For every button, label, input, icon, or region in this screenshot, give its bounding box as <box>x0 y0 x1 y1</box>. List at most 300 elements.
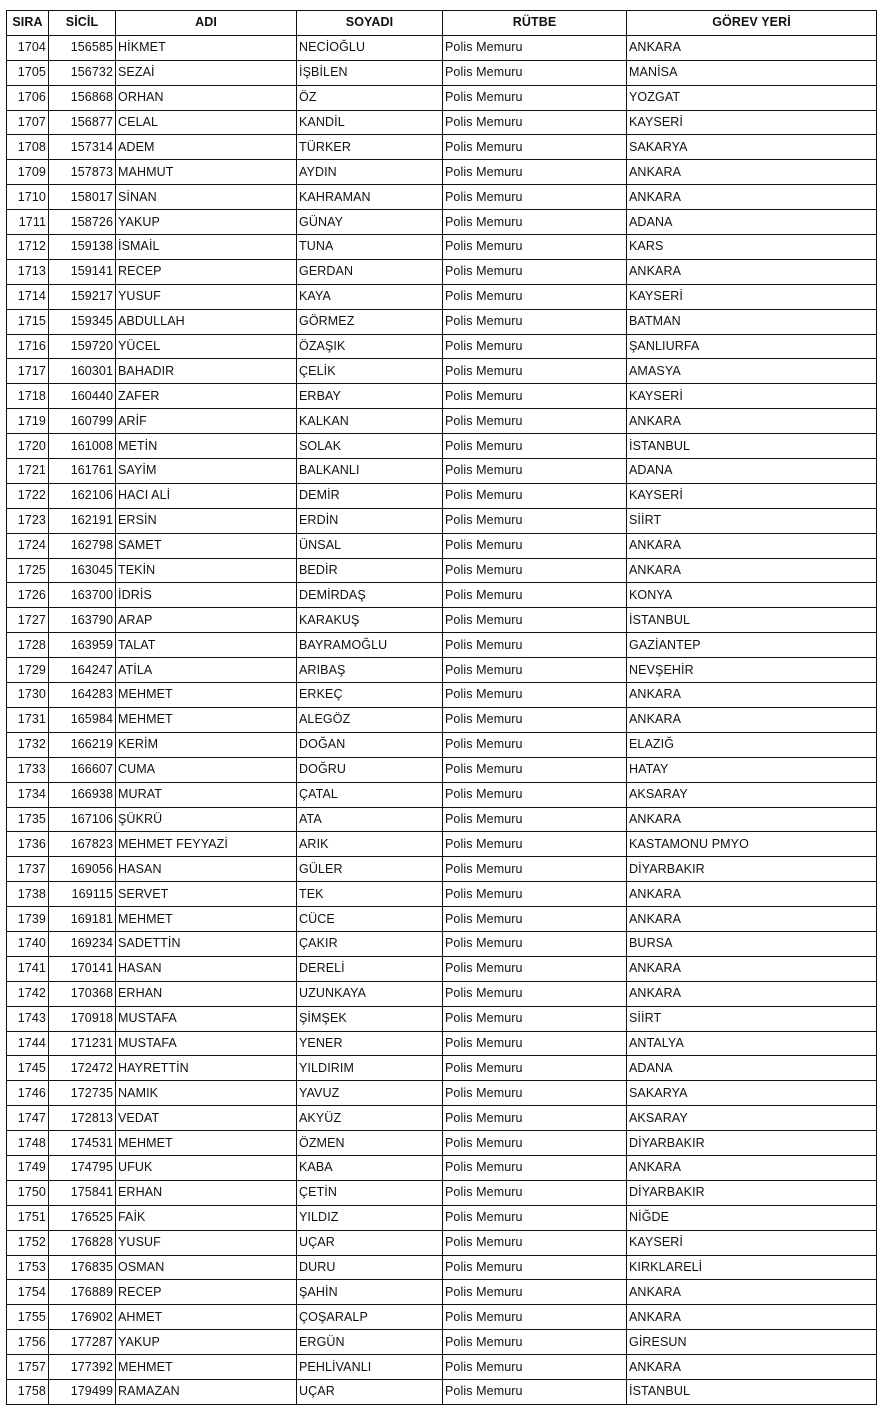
cell-soyadi: YAVUZ <box>297 1081 443 1106</box>
cell-sicil: 164247 <box>49 658 116 683</box>
cell-sicil: 159141 <box>49 259 116 284</box>
cell-soyadi: GÜNAY <box>297 210 443 235</box>
cell-soyadi: BALKANLI <box>297 459 443 484</box>
cell-adi: TEKİN <box>116 558 297 583</box>
cell-soyadi: DEMİR <box>297 483 443 508</box>
table-row <box>7 583 877 608</box>
cell-sicil: 171231 <box>49 1031 116 1056</box>
cell-sira: 1706 <box>7 85 49 110</box>
table-row <box>7 185 877 210</box>
cell-gorev-yeri: YOZGAT <box>627 85 877 110</box>
cell-sira: 1734 <box>7 782 49 807</box>
cell-adi: MURAT <box>116 782 297 807</box>
cell-soyadi: ÇAKIR <box>297 931 443 956</box>
cell-soyadi: ARIBAŞ <box>297 658 443 683</box>
cell-sicil: 164283 <box>49 683 116 708</box>
cell-soyadi: ŞAHİN <box>297 1280 443 1305</box>
cell-adi: AHMET <box>116 1305 297 1330</box>
cell-adi: İSMAİL <box>116 235 297 260</box>
cell-rutbe: Polis Memuru <box>443 60 627 85</box>
cell-sira: 1758 <box>7 1379 49 1404</box>
cell-gorev-yeri: ŞANLIURFA <box>627 334 877 359</box>
cell-sira: 1747 <box>7 1106 49 1131</box>
cell-soyadi: ARIK <box>297 832 443 857</box>
cell-sicil: 172735 <box>49 1081 116 1106</box>
cell-sira: 1726 <box>7 583 49 608</box>
cell-rutbe: Polis Memuru <box>443 235 627 260</box>
table-row <box>7 658 877 683</box>
cell-adi: RAMAZAN <box>116 1379 297 1404</box>
cell-gorev-yeri: MANİSA <box>627 60 877 85</box>
table-row <box>7 384 877 409</box>
cell-sicil: 158017 <box>49 185 116 210</box>
cell-gorev-yeri: ANKARA <box>627 35 877 60</box>
personnel-table <box>6 10 877 1405</box>
cell-adi: RECEP <box>116 1280 297 1305</box>
cell-soyadi: DEMİRDAŞ <box>297 583 443 608</box>
cell-rutbe: Polis Memuru <box>443 1131 627 1156</box>
cell-gorev-yeri: ANKARA <box>627 1305 877 1330</box>
column-header-gorev-yeri: GÖREV YERİ <box>627 11 877 36</box>
cell-soyadi: DOĞRU <box>297 757 443 782</box>
cell-gorev-yeri: ADANA <box>627 459 877 484</box>
cell-soyadi: DERELİ <box>297 956 443 981</box>
table-row <box>7 807 877 832</box>
cell-sira: 1714 <box>7 284 49 309</box>
table-row <box>7 1180 877 1205</box>
cell-soyadi: ERKEÇ <box>297 683 443 708</box>
cell-rutbe: Polis Memuru <box>443 1255 627 1280</box>
cell-adi: SERVET <box>116 882 297 907</box>
cell-rutbe: Polis Memuru <box>443 409 627 434</box>
cell-rutbe: Polis Memuru <box>443 1205 627 1230</box>
table-body <box>7 35 877 1404</box>
table-row <box>7 235 877 260</box>
cell-gorev-yeri: ADANA <box>627 1056 877 1081</box>
cell-sira: 1735 <box>7 807 49 832</box>
cell-adi: RECEP <box>116 259 297 284</box>
cell-sira: 1720 <box>7 434 49 459</box>
cell-gorev-yeri: SAKARYA <box>627 1081 877 1106</box>
cell-rutbe: Polis Memuru <box>443 85 627 110</box>
cell-gorev-yeri: HATAY <box>627 757 877 782</box>
cell-soyadi: SOLAK <box>297 434 443 459</box>
cell-sira: 1749 <box>7 1155 49 1180</box>
cell-gorev-yeri: ANKARA <box>627 956 877 981</box>
cell-sicil: 159720 <box>49 334 116 359</box>
table-row <box>7 1006 877 1031</box>
cell-sicil: 172472 <box>49 1056 116 1081</box>
cell-sicil: 170918 <box>49 1006 116 1031</box>
cell-sicil: 156732 <box>49 60 116 85</box>
cell-adi: MEHMET <box>116 1131 297 1156</box>
cell-gorev-yeri: BURSA <box>627 931 877 956</box>
cell-adi: SEZAİ <box>116 60 297 85</box>
cell-adi: UFUK <box>116 1155 297 1180</box>
cell-soyadi: TEK <box>297 882 443 907</box>
table-row <box>7 359 877 384</box>
cell-rutbe: Polis Memuru <box>443 1305 627 1330</box>
cell-sira: 1745 <box>7 1056 49 1081</box>
cell-sira: 1713 <box>7 259 49 284</box>
cell-sira: 1731 <box>7 707 49 732</box>
cell-adi: OSMAN <box>116 1255 297 1280</box>
table-row <box>7 558 877 583</box>
cell-rutbe: Polis Memuru <box>443 110 627 135</box>
table-row <box>7 907 877 932</box>
cell-rutbe: Polis Memuru <box>443 185 627 210</box>
cell-sira: 1754 <box>7 1280 49 1305</box>
cell-sicil: 163700 <box>49 583 116 608</box>
cell-adi: HACI ALİ <box>116 483 297 508</box>
cell-rutbe: Polis Memuru <box>443 583 627 608</box>
cell-soyadi: ÜNSAL <box>297 533 443 558</box>
cell-adi: METİN <box>116 434 297 459</box>
cell-sicil: 169234 <box>49 931 116 956</box>
cell-rutbe: Polis Memuru <box>443 1056 627 1081</box>
cell-rutbe: Polis Memuru <box>443 1280 627 1305</box>
cell-gorev-yeri: AKSARAY <box>627 782 877 807</box>
table-row <box>7 1230 877 1255</box>
cell-gorev-yeri: NİĞDE <box>627 1205 877 1230</box>
cell-sicil: 176889 <box>49 1280 116 1305</box>
cell-rutbe: Polis Memuru <box>443 1180 627 1205</box>
cell-rutbe: Polis Memuru <box>443 1081 627 1106</box>
cell-rutbe: Polis Memuru <box>443 1006 627 1031</box>
cell-sicil: 176828 <box>49 1230 116 1255</box>
table-row <box>7 533 877 558</box>
cell-rutbe: Polis Memuru <box>443 309 627 334</box>
cell-adi: MAHMUT <box>116 160 297 185</box>
cell-gorev-yeri: ANTALYA <box>627 1031 877 1056</box>
cell-sicil: 162798 <box>49 533 116 558</box>
table-row <box>7 857 877 882</box>
cell-rutbe: Polis Memuru <box>443 558 627 583</box>
table-row <box>7 1081 877 1106</box>
cell-gorev-yeri: KARS <box>627 235 877 260</box>
cell-soyadi: YILDIZ <box>297 1205 443 1230</box>
cell-soyadi: GÖRMEZ <box>297 309 443 334</box>
cell-adi: ŞÜKRÜ <box>116 807 297 832</box>
cell-gorev-yeri: ANKARA <box>627 882 877 907</box>
cell-sira: 1711 <box>7 210 49 235</box>
table-row <box>7 334 877 359</box>
cell-adi: ZAFER <box>116 384 297 409</box>
cell-sira: 1751 <box>7 1205 49 1230</box>
cell-sicil: 176835 <box>49 1255 116 1280</box>
cell-gorev-yeri: İSTANBUL <box>627 434 877 459</box>
cell-sira: 1727 <box>7 608 49 633</box>
cell-adi: ARİF <box>116 409 297 434</box>
cell-sira: 1724 <box>7 533 49 558</box>
cell-gorev-yeri: AMASYA <box>627 359 877 384</box>
cell-sicil: 167106 <box>49 807 116 832</box>
cell-gorev-yeri: ELAZIĞ <box>627 732 877 757</box>
cell-adi: HASAN <box>116 857 297 882</box>
cell-soyadi: ÇOŞARALP <box>297 1305 443 1330</box>
cell-gorev-yeri: GİRESUN <box>627 1330 877 1355</box>
cell-rutbe: Polis Memuru <box>443 508 627 533</box>
cell-gorev-yeri: ANKARA <box>627 259 877 284</box>
cell-gorev-yeri: KONYA <box>627 583 877 608</box>
cell-adi: YAKUP <box>116 210 297 235</box>
table-row <box>7 1355 877 1380</box>
cell-gorev-yeri: KAYSERİ <box>627 384 877 409</box>
cell-soyadi: ERBAY <box>297 384 443 409</box>
table-row <box>7 1106 877 1131</box>
table-row <box>7 135 877 160</box>
cell-gorev-yeri: ANKARA <box>627 409 877 434</box>
cell-sira: 1757 <box>7 1355 49 1380</box>
cell-sira: 1729 <box>7 658 49 683</box>
table-row <box>7 633 877 658</box>
table-row <box>7 882 877 907</box>
cell-sicil: 161008 <box>49 434 116 459</box>
cell-soyadi: GÜLER <box>297 857 443 882</box>
cell-rutbe: Polis Memuru <box>443 707 627 732</box>
cell-rutbe: Polis Memuru <box>443 907 627 932</box>
cell-rutbe: Polis Memuru <box>443 483 627 508</box>
cell-rutbe: Polis Memuru <box>443 931 627 956</box>
cell-soyadi: ÖZAŞIK <box>297 334 443 359</box>
cell-adi: ADEM <box>116 135 297 160</box>
cell-sicil: 156585 <box>49 35 116 60</box>
table-row <box>7 1205 877 1230</box>
cell-adi: MEHMET <box>116 707 297 732</box>
cell-sira: 1732 <box>7 732 49 757</box>
cell-sicil: 177392 <box>49 1355 116 1380</box>
cell-sira: 1756 <box>7 1330 49 1355</box>
cell-sicil: 177287 <box>49 1330 116 1355</box>
table-row <box>7 1031 877 1056</box>
cell-gorev-yeri: KASTAMONU PMYO <box>627 832 877 857</box>
cell-adi: NAMIK <box>116 1081 297 1106</box>
cell-sicil: 160799 <box>49 409 116 434</box>
table-row <box>7 1305 877 1330</box>
cell-gorev-yeri: DİYARBAKIR <box>627 857 877 882</box>
cell-soyadi: TÜRKER <box>297 135 443 160</box>
cell-adi: CELAL <box>116 110 297 135</box>
cell-sicil: 172813 <box>49 1106 116 1131</box>
cell-adi: SAMET <box>116 533 297 558</box>
cell-adi: BAHADIR <box>116 359 297 384</box>
cell-rutbe: Polis Memuru <box>443 1230 627 1255</box>
cell-soyadi: BEDİR <box>297 558 443 583</box>
cell-sira: 1712 <box>7 235 49 260</box>
cell-gorev-yeri: DİYARBAKIR <box>627 1180 877 1205</box>
cell-sira: 1730 <box>7 683 49 708</box>
cell-soyadi: KAYA <box>297 284 443 309</box>
cell-rutbe: Polis Memuru <box>443 284 627 309</box>
cell-rutbe: Polis Memuru <box>443 608 627 633</box>
cell-soyadi: KANDİL <box>297 110 443 135</box>
cell-gorev-yeri: DİYARBAKIR <box>627 1131 877 1156</box>
cell-soyadi: ATA <box>297 807 443 832</box>
cell-rutbe: Polis Memuru <box>443 35 627 60</box>
cell-sira: 1746 <box>7 1081 49 1106</box>
table-row <box>7 434 877 459</box>
cell-adi: ERSİN <box>116 508 297 533</box>
cell-soyadi: ÖZMEN <box>297 1131 443 1156</box>
cell-sira: 1708 <box>7 135 49 160</box>
cell-soyadi: CÜCE <box>297 907 443 932</box>
cell-soyadi: AYDIN <box>297 160 443 185</box>
cell-rutbe: Polis Memuru <box>443 1379 627 1404</box>
cell-soyadi: BAYRAMOĞLU <box>297 633 443 658</box>
cell-soyadi: GERDAN <box>297 259 443 284</box>
cell-rutbe: Polis Memuru <box>443 160 627 185</box>
cell-gorev-yeri: ANKARA <box>627 907 877 932</box>
cell-gorev-yeri: ANKARA <box>627 160 877 185</box>
table-row <box>7 931 877 956</box>
cell-rutbe: Polis Memuru <box>443 384 627 409</box>
cell-gorev-yeri: GAZİANTEP <box>627 633 877 658</box>
cell-sira: 1737 <box>7 857 49 882</box>
cell-sicil: 163045 <box>49 558 116 583</box>
cell-sicil: 159217 <box>49 284 116 309</box>
cell-soyadi: ALEGÖZ <box>297 707 443 732</box>
cell-soyadi: İŞBİLEN <box>297 60 443 85</box>
cell-adi: YÜCEL <box>116 334 297 359</box>
cell-rutbe: Polis Memuru <box>443 633 627 658</box>
table-row <box>7 1255 877 1280</box>
cell-adi: SAYİM <box>116 459 297 484</box>
cell-adi: ERHAN <box>116 981 297 1006</box>
cell-gorev-yeri: ANKARA <box>627 707 877 732</box>
cell-soyadi: KABA <box>297 1155 443 1180</box>
cell-sira: 1721 <box>7 459 49 484</box>
cell-sicil: 166219 <box>49 732 116 757</box>
cell-rutbe: Polis Memuru <box>443 434 627 459</box>
cell-sicil: 160440 <box>49 384 116 409</box>
cell-gorev-yeri: SAKARYA <box>627 135 877 160</box>
table-row <box>7 210 877 235</box>
cell-sira: 1739 <box>7 907 49 932</box>
cell-soyadi: ÖZ <box>297 85 443 110</box>
cell-adi: ARAP <box>116 608 297 633</box>
cell-sicil: 170141 <box>49 956 116 981</box>
cell-sicil: 159345 <box>49 309 116 334</box>
table-row <box>7 732 877 757</box>
cell-sira: 1742 <box>7 981 49 1006</box>
cell-sira: 1705 <box>7 60 49 85</box>
table-row <box>7 1280 877 1305</box>
cell-gorev-yeri: SİİRT <box>627 1006 877 1031</box>
table-row <box>7 60 877 85</box>
cell-rutbe: Polis Memuru <box>443 807 627 832</box>
cell-soyadi: UÇAR <box>297 1379 443 1404</box>
cell-rutbe: Polis Memuru <box>443 882 627 907</box>
cell-sira: 1719 <box>7 409 49 434</box>
cell-gorev-yeri: NEVŞEHİR <box>627 658 877 683</box>
cell-rutbe: Polis Memuru <box>443 832 627 857</box>
table-row <box>7 1056 877 1081</box>
cell-sicil: 170368 <box>49 981 116 1006</box>
cell-rutbe: Polis Memuru <box>443 1155 627 1180</box>
table-row <box>7 1155 877 1180</box>
table-row <box>7 110 877 135</box>
cell-rutbe: Polis Memuru <box>443 732 627 757</box>
cell-adi: ABDULLAH <box>116 309 297 334</box>
cell-sicil: 167823 <box>49 832 116 857</box>
cell-soyadi: ÇELİK <box>297 359 443 384</box>
cell-sicil: 179499 <box>49 1379 116 1404</box>
cell-soyadi: ŞİMŞEK <box>297 1006 443 1031</box>
cell-sicil: 166607 <box>49 757 116 782</box>
cell-sira: 1715 <box>7 309 49 334</box>
cell-gorev-yeri: ADANA <box>627 210 877 235</box>
cell-sicil: 165984 <box>49 707 116 732</box>
cell-rutbe: Polis Memuru <box>443 359 627 384</box>
cell-sira: 1709 <box>7 160 49 185</box>
cell-sira: 1718 <box>7 384 49 409</box>
cell-rutbe: Polis Memuru <box>443 683 627 708</box>
cell-sicil: 158726 <box>49 210 116 235</box>
cell-sira: 1707 <box>7 110 49 135</box>
cell-soyadi: NECİOĞLU <box>297 35 443 60</box>
cell-sira: 1748 <box>7 1131 49 1156</box>
table-row <box>7 85 877 110</box>
table-row <box>7 1379 877 1404</box>
cell-sira: 1723 <box>7 508 49 533</box>
cell-gorev-yeri: ANKARA <box>627 1280 877 1305</box>
table-row <box>7 284 877 309</box>
cell-adi: TALAT <box>116 633 297 658</box>
cell-adi: MUSTAFA <box>116 1031 297 1056</box>
table-row <box>7 1131 877 1156</box>
cell-sicil: 169181 <box>49 907 116 932</box>
cell-rutbe: Polis Memuru <box>443 857 627 882</box>
cell-gorev-yeri: SİİRT <box>627 508 877 533</box>
cell-sicil: 163790 <box>49 608 116 633</box>
cell-adi: YUSUF <box>116 284 297 309</box>
cell-sira: 1753 <box>7 1255 49 1280</box>
cell-soyadi: PEHLİVANLI <box>297 1355 443 1380</box>
cell-adi: İDRİS <box>116 583 297 608</box>
column-header-sira: SIRA <box>7 11 49 36</box>
cell-soyadi: DURU <box>297 1255 443 1280</box>
cell-gorev-yeri: ANKARA <box>627 185 877 210</box>
cell-rutbe: Polis Memuru <box>443 135 627 160</box>
table-row <box>7 832 877 857</box>
cell-sira: 1741 <box>7 956 49 981</box>
cell-sicil: 156877 <box>49 110 116 135</box>
table-row <box>7 782 877 807</box>
cell-gorev-yeri: ANKARA <box>627 558 877 583</box>
cell-sicil: 160301 <box>49 359 116 384</box>
table-row <box>7 956 877 981</box>
cell-adi: CUMA <box>116 757 297 782</box>
cell-gorev-yeri: ANKARA <box>627 683 877 708</box>
cell-gorev-yeri: ANKARA <box>627 981 877 1006</box>
cell-sira: 1716 <box>7 334 49 359</box>
cell-soyadi: KARAKUŞ <box>297 608 443 633</box>
table-row <box>7 483 877 508</box>
cell-sira: 1725 <box>7 558 49 583</box>
cell-gorev-yeri: ANKARA <box>627 807 877 832</box>
cell-gorev-yeri: KAYSERİ <box>627 1230 877 1255</box>
cell-sicil: 169056 <box>49 857 116 882</box>
cell-adi: YAKUP <box>116 1330 297 1355</box>
cell-soyadi: UZUNKAYA <box>297 981 443 1006</box>
cell-sira: 1704 <box>7 35 49 60</box>
cell-sicil: 159138 <box>49 235 116 260</box>
cell-adi: KERİM <box>116 732 297 757</box>
cell-rutbe: Polis Memuru <box>443 956 627 981</box>
table-row <box>7 309 877 334</box>
cell-sira: 1755 <box>7 1305 49 1330</box>
column-header-rutbe: RÜTBE <box>443 11 627 36</box>
